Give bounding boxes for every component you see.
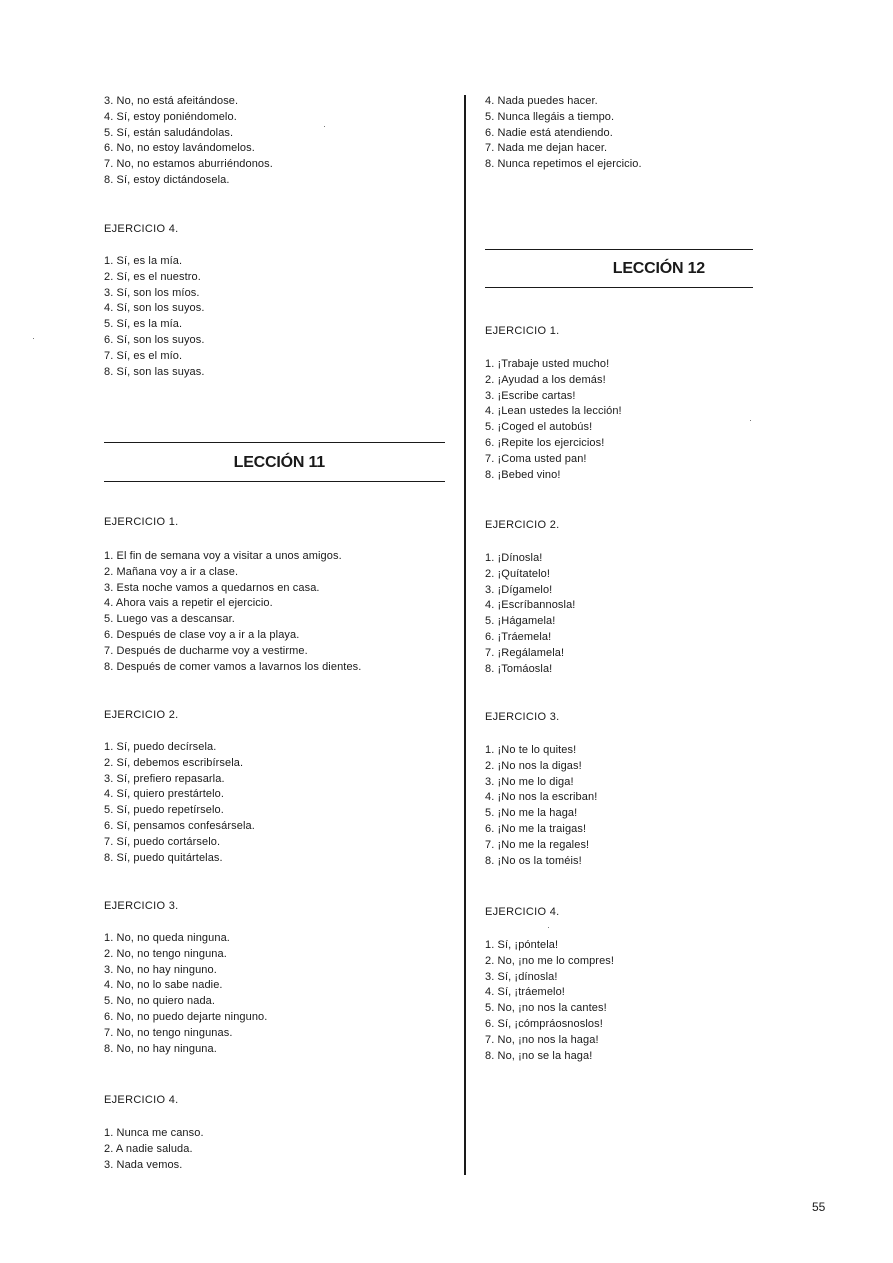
answer-item: 4. Ahora vais a repetir el ejercicio.	[104, 597, 273, 610]
answer-item: 6. Sí, pensamos confesársela.	[104, 819, 255, 832]
answer-item: 1. El fin de semana voy a visitar a unos amigos.	[104, 550, 342, 562]
answer-list	[485, 551, 575, 677]
answer-item: 8. ¡Bebed vino!	[485, 468, 561, 481]
answer-item: 5. Sí, puedo repetírselo.	[104, 804, 224, 817]
answer-list	[104, 549, 361, 675]
scan-speck	[33, 338, 34, 339]
answer-item: 2. No, ¡no me lo compres!	[485, 954, 615, 967]
answer-list	[104, 94, 273, 189]
answer-item: 4. ¡No nos la escriban!	[485, 791, 598, 804]
exercise-heading: EJERCICIO 4.	[104, 1094, 179, 1106]
answer-list	[104, 254, 205, 380]
answer-item: 7. ¡No me la regales!	[485, 838, 590, 851]
answer-item: 6. ¡Tráemela!	[485, 630, 552, 643]
exercise-heading: EJERCICIO 3.	[104, 900, 179, 912]
answer-item: 3. Nada vemos.	[104, 1158, 183, 1171]
answer-item: 4. Nada puedes hacer.	[485, 95, 598, 107]
answer-item: 6. Sí, son los suyos.	[104, 333, 205, 346]
answer-item: 8. ¡No os la toméis!	[485, 854, 582, 867]
answer-item: 3. Sí, ¡dínosla!	[485, 970, 558, 983]
answer-item: 3. Sí, son los míos.	[104, 286, 200, 299]
lesson-title: LECCIÓN 11	[233, 454, 325, 471]
answer-list	[485, 938, 614, 1064]
answer-item: 2. ¡Ayudad a los demás!	[485, 373, 606, 386]
answer-item: 5. ¡No me la haga!	[485, 807, 578, 820]
answer-item: 1. No, no queda ninguna.	[104, 932, 230, 944]
answer-item: 8. Sí, son las suyas.	[104, 365, 205, 378]
exercise-heading: EJERCICIO 2.	[485, 519, 560, 531]
answer-list	[104, 740, 255, 866]
page-number: 55	[812, 1200, 826, 1214]
answer-item: 3. ¡Dígamelo!	[485, 583, 553, 596]
answer-item: 7. ¡Regálamela!	[485, 646, 565, 659]
answer-item: 6. Después de clase voy a ir a la playa.	[104, 628, 300, 641]
rule-bottom	[485, 287, 753, 288]
answer-item: 7. Sí, es el mío.	[104, 349, 183, 362]
exercise-heading: EJERCICIO 4.	[104, 223, 179, 235]
exercise-heading: EJERCICIO 1.	[485, 325, 560, 337]
answer-item: 4. Sí, ¡tráemelo!	[485, 986, 565, 999]
scan-speck	[750, 420, 751, 421]
answer-list	[104, 931, 267, 1057]
answer-item: 4. Sí, estoy poniéndomelo.	[104, 110, 237, 123]
answer-item: 2. ¡No nos la digas!	[485, 759, 582, 772]
column-divider	[464, 95, 466, 1175]
answer-item: 6. No, no puedo dejarte ninguno.	[104, 1010, 268, 1023]
answer-item: 5. ¡Hágamela!	[485, 615, 556, 628]
answer-item: 2. Mañana voy a ir a clase.	[104, 565, 239, 578]
answer-item: 1. Nunca me canso.	[104, 1127, 204, 1139]
answer-item: 6. Sí, ¡cómpráosnoslos!	[485, 1017, 603, 1030]
answer-item: 4. ¡Escríbannosla!	[485, 599, 576, 612]
answer-item: 3. Sí, prefiero repasarla.	[104, 772, 225, 785]
answer-item: 1. ¡Trabaje usted mucho!	[485, 358, 610, 370]
answer-item: 1. Sí, es la mía.	[104, 255, 183, 267]
lesson-title: LECCIÓN 12	[612, 260, 705, 277]
answer-item: 1. ¡No te lo quites!	[485, 744, 577, 756]
answer-item: 5. Nunca llegáis a tiempo.	[485, 110, 615, 123]
rule-top	[104, 442, 445, 443]
answer-item: 8. Sí, puedo quitártelas.	[104, 851, 223, 864]
answer-item: 1. ¡Dínosla!	[485, 552, 543, 564]
rule-top	[485, 249, 753, 250]
answer-item: 3. No, no está afeitándose.	[104, 95, 239, 107]
answer-item: 8. ¡Tomáosla!	[485, 662, 553, 675]
answer-item: 4. ¡Lean ustedes la lección!	[485, 405, 622, 418]
answer-item: 8. Después de comer vamos a lavarnos los dientes.	[104, 660, 362, 673]
exercise-heading: EJERCICIO 3.	[485, 711, 560, 723]
answer-item: 6. No, no estoy lavándomelos.	[104, 142, 255, 155]
answer-item: 2. A nadie saluda.	[104, 1142, 193, 1155]
answer-item: 5. Luego vas a descansar.	[104, 613, 235, 626]
answer-item: 3. No, no hay ninguno.	[104, 963, 217, 976]
lesson-11-header	[104, 442, 445, 486]
answer-item: 8. Nunca repetimos el ejercicio.	[485, 158, 642, 171]
exercise-heading: EJERCICIO 2.	[104, 709, 179, 721]
answer-item: 8. No, no hay ninguna.	[104, 1042, 217, 1055]
lesson-12-header	[485, 249, 753, 289]
answer-list	[485, 94, 642, 173]
answer-item: 4. Sí, son los suyos.	[104, 302, 205, 315]
answer-item: 6. ¡Repite los ejercicios!	[485, 436, 605, 449]
answer-list	[485, 743, 597, 869]
answer-item: 7. Después de ducharme voy a vestirme.	[104, 644, 308, 657]
rule-bottom	[104, 481, 445, 482]
answer-item: 7. No, ¡no nos la haga!	[485, 1033, 599, 1046]
answer-item: 5. No, no quiero nada.	[104, 995, 216, 1008]
answer-item: 7. Sí, puedo cortárselo.	[104, 835, 221, 848]
answer-item: 4. Sí, quiero prestártelo.	[104, 788, 224, 801]
scan-speck	[324, 126, 325, 127]
exercise-heading: EJERCICIO 4.	[485, 906, 560, 918]
answer-item: 1. Sí, ¡póntela!	[485, 939, 559, 951]
answer-item: 5. Sí, están saludándolas.	[104, 126, 234, 139]
answer-item: 5. No, ¡no nos la cantes!	[485, 1002, 607, 1015]
answer-item: 6. Nadie está atendiendo.	[485, 126, 613, 139]
answer-item: 2. Sí, debemos escribírsela.	[104, 756, 244, 769]
answer-item: 4. No, no lo sabe nadie.	[104, 979, 223, 992]
answer-item: 1. Sí, puedo decírsela.	[104, 741, 217, 753]
answer-item: 7. Nada me dejan hacer.	[485, 142, 608, 155]
answer-item: 3. ¡No me lo diga!	[485, 775, 574, 788]
answer-item: 5. ¡Coged el autobús!	[485, 421, 593, 434]
answer-item: 5. Sí, es la mía.	[104, 318, 183, 331]
answer-item: 2. No, no tengo ninguna.	[104, 947, 227, 960]
answer-item: 2. ¡Quítatelo!	[485, 567, 550, 580]
answer-list	[104, 1126, 204, 1173]
answer-item: 7. No, no estamos aburriéndonos.	[104, 158, 273, 171]
answer-item: 3. Esta noche vamos a quedarnos en casa.	[104, 581, 320, 594]
answer-item: 7. No, no tengo ningunas.	[104, 1026, 233, 1039]
answer-item: 3. ¡Escribe cartas!	[485, 389, 576, 402]
answer-item: 7. ¡Coma usted pan!	[485, 452, 587, 465]
answer-item: 6. ¡No me la traigas!	[485, 822, 587, 835]
answer-list	[485, 357, 622, 483]
answer-item: 2. Sí, es el nuestro.	[104, 270, 201, 283]
answer-item: 8. No, ¡no se la haga!	[485, 1049, 593, 1062]
answer-item: 8. Sí, estoy dictándosela.	[104, 173, 230, 186]
scan-speck	[548, 927, 549, 928]
exercise-heading: EJERCICIO 1.	[104, 516, 179, 528]
